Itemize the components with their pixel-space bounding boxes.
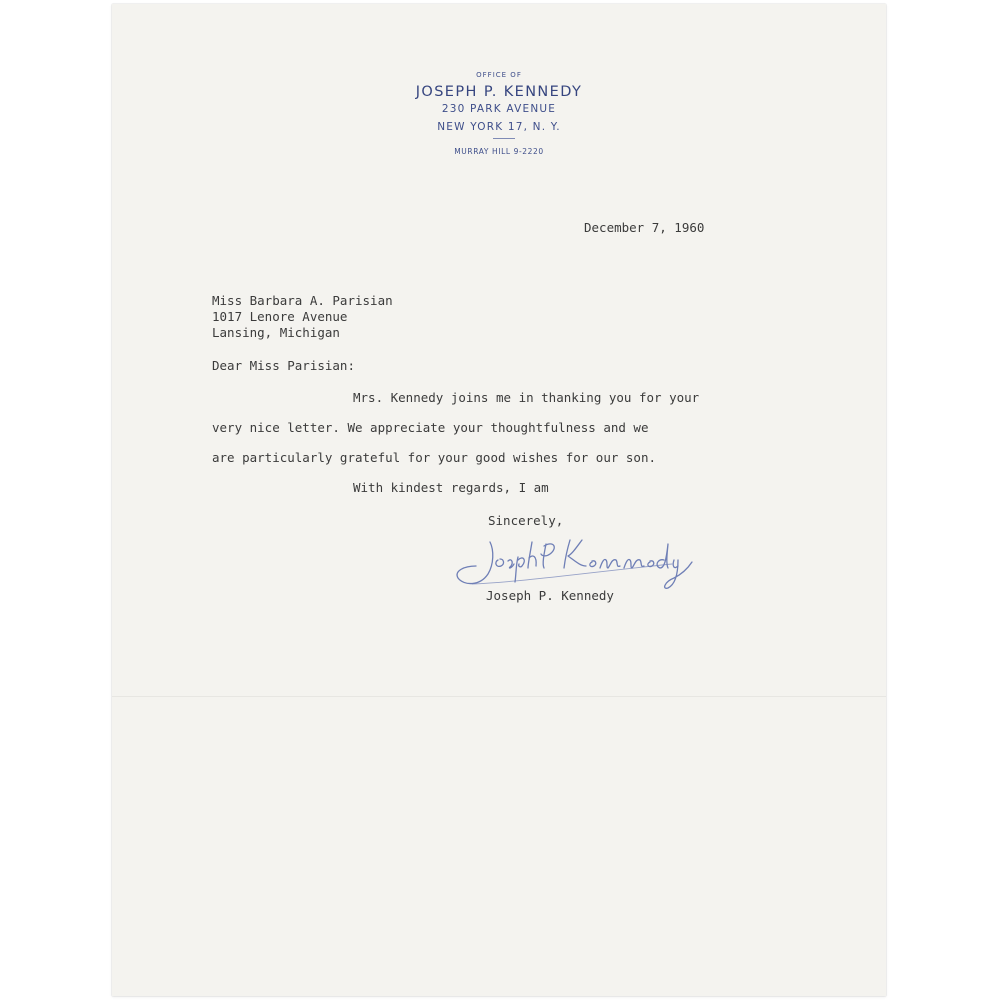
paper-fold-line — [112, 696, 886, 697]
handwritten-signature — [442, 524, 722, 594]
recipient-city: Lansing, Michigan — [212, 325, 340, 340]
letterhead-phone: MURRAY HILL 9-2220 — [454, 147, 544, 156]
letterhead-rule — [493, 138, 515, 139]
recipient-street: 1017 Lenore Avenue — [212, 309, 348, 324]
signature-strokes — [457, 540, 692, 588]
body-line-3: are particularly grateful for your good wishes for our son. — [212, 450, 657, 465]
letterhead-city: NEW YORK 17, N. Y. — [437, 121, 561, 133]
salutation: Dear Miss Parisian: — [212, 358, 355, 373]
letterhead-street: 230 PARK AVENUE — [441, 103, 557, 115]
typed-signature-name: Joseph P. Kennedy — [486, 588, 614, 603]
body-line-1: Mrs. Kennedy joins me in thanking you for your — [353, 390, 700, 405]
letter-date: December 7, 1960 — [584, 220, 705, 235]
letterhead-office-of: OFFICE OF — [476, 71, 522, 79]
letterhead-name: JOSEPH P. KENNEDY — [415, 84, 583, 100]
body-line-2: very nice letter. We appreciate your thoughtfulness and we — [212, 420, 649, 435]
regards-line: With kindest regards, I am — [353, 480, 549, 495]
closing: Sincerely, — [488, 513, 564, 528]
recipient-name: Miss Barbara A. Parisian — [212, 293, 393, 308]
letter-paper — [112, 4, 886, 996]
